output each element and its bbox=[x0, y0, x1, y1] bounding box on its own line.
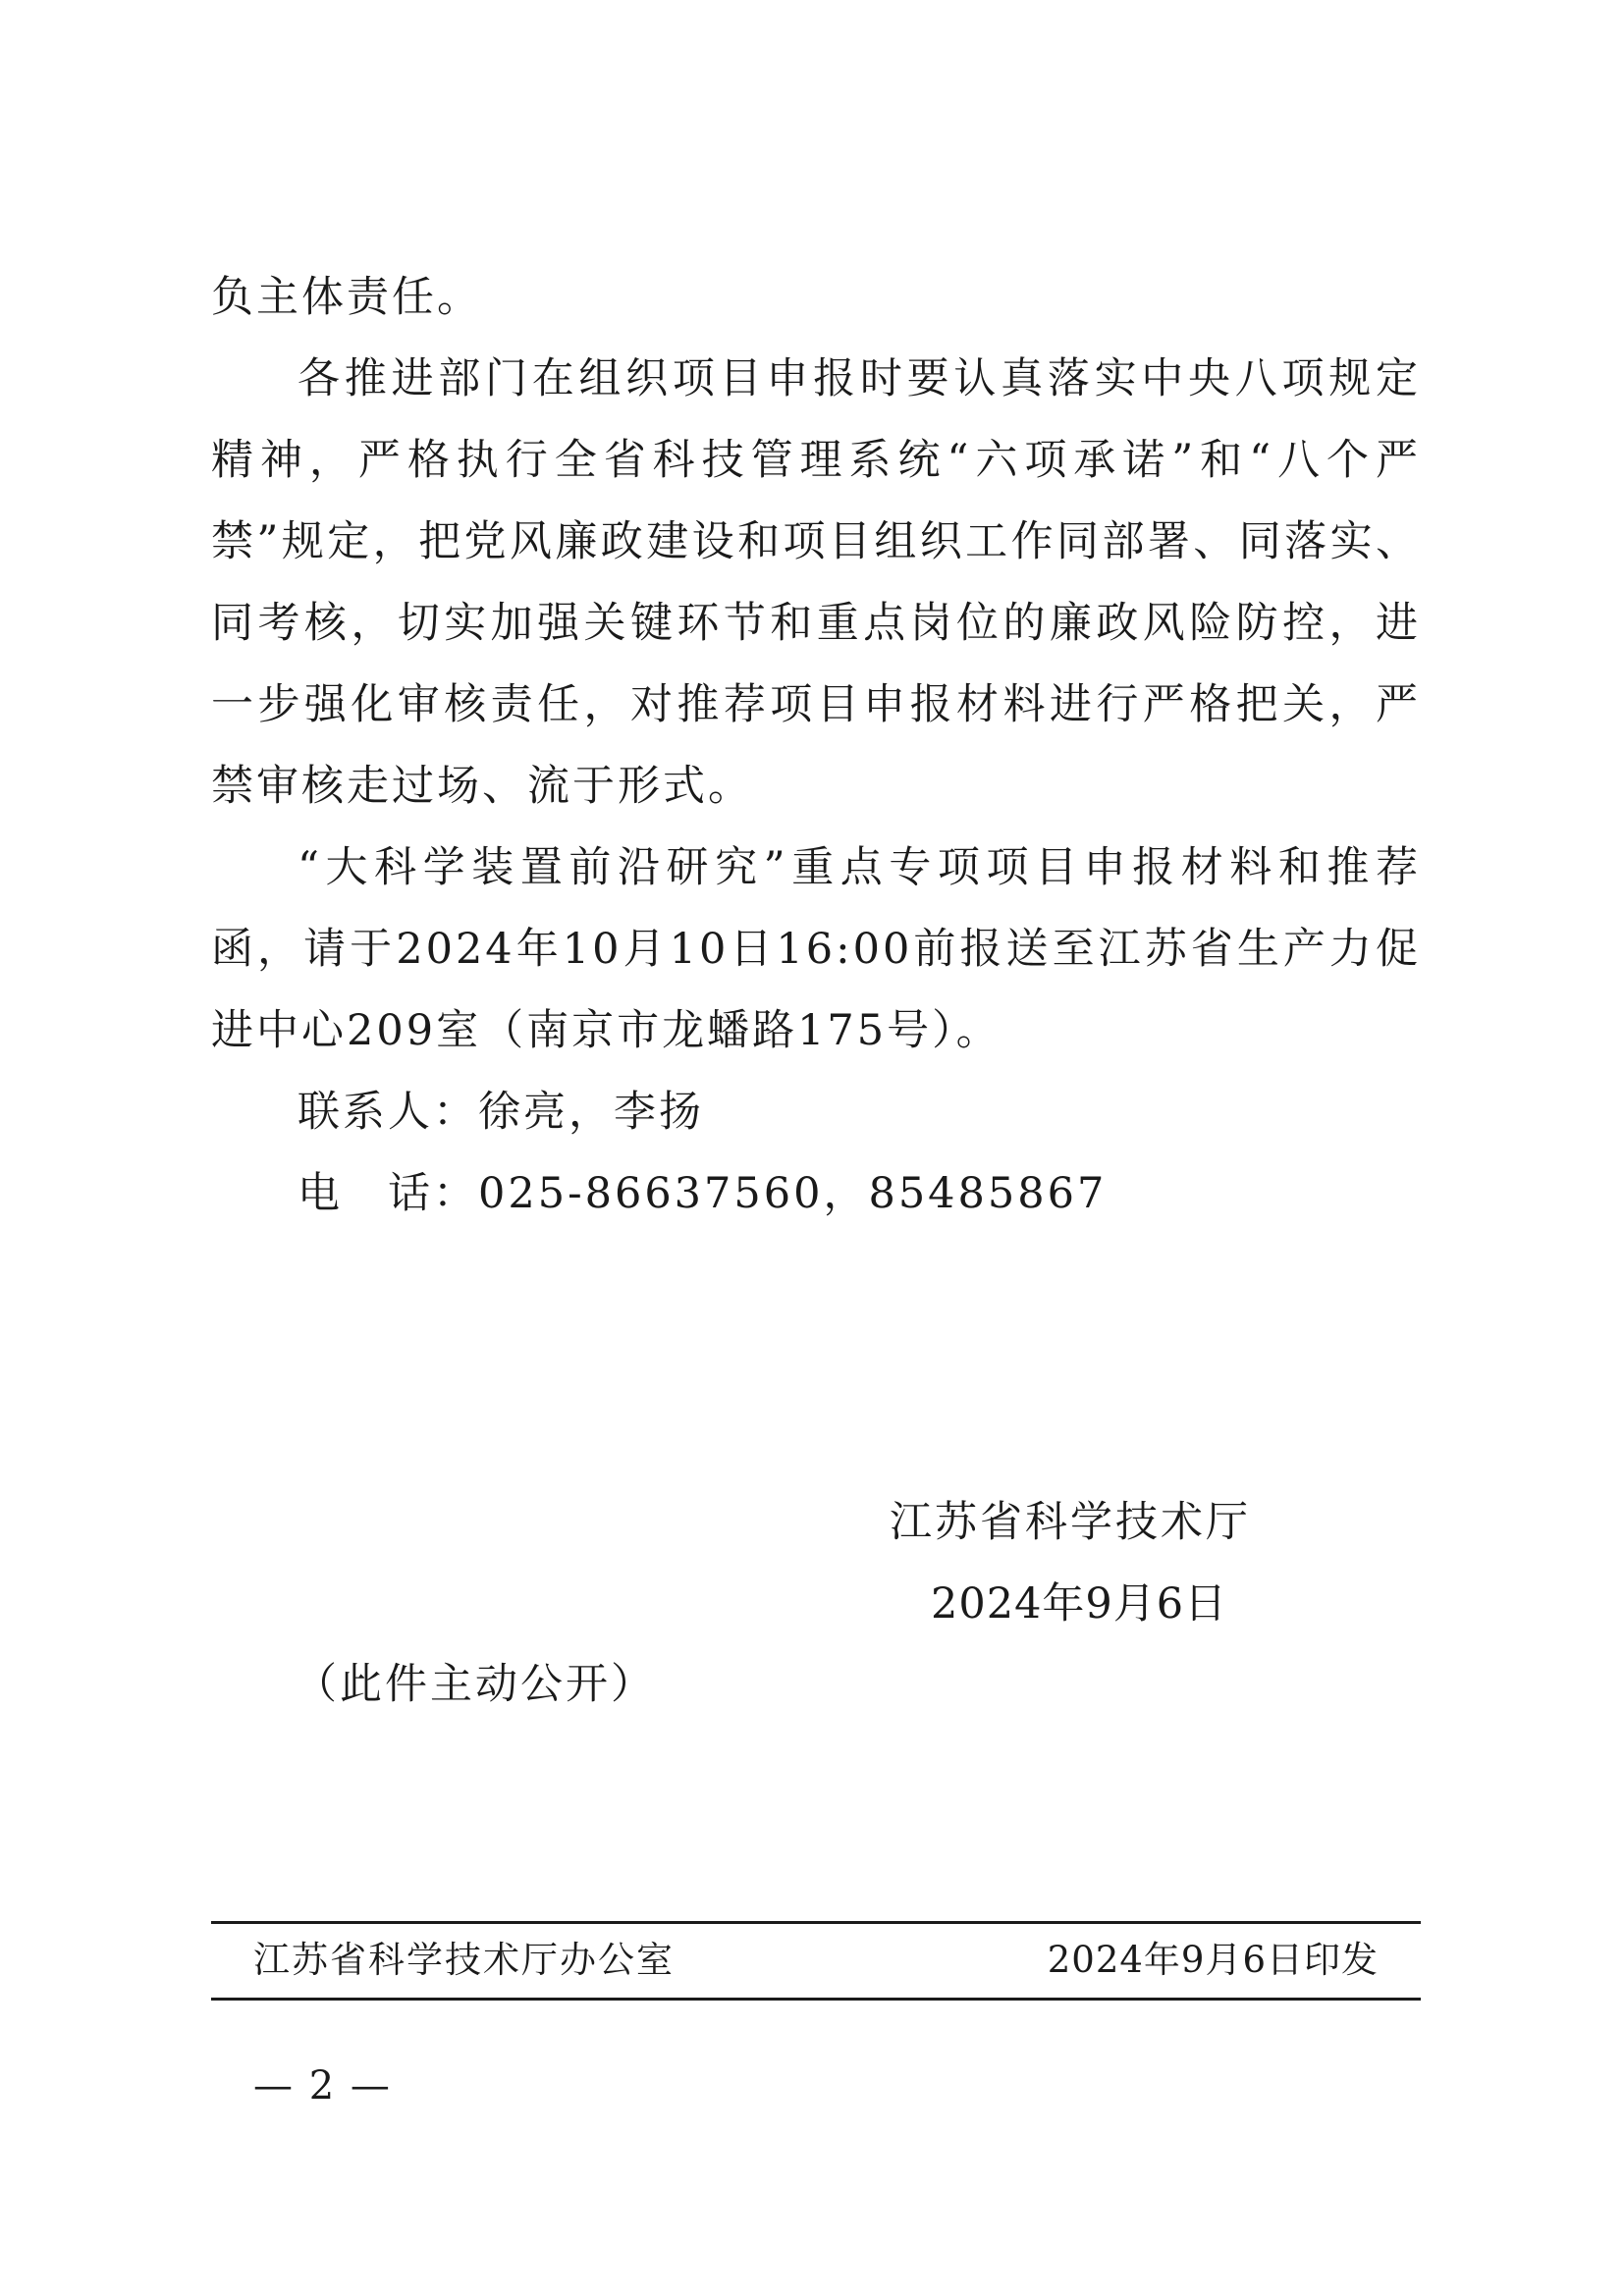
signature-org: 江苏省科学技术厅 bbox=[890, 1498, 1251, 1547]
page-number: — 2 — bbox=[253, 2063, 392, 2109]
signature-date: 2024年9月6日 bbox=[931, 1579, 1228, 1629]
footer-issuer: 江苏省科学技术厅办公室 bbox=[253, 1939, 675, 1981]
footer-issue-date: 2024年9月6日印发 bbox=[1047, 1939, 1379, 1981]
document-body bbox=[211, 257, 1421, 1235]
paragraph-continuation: 负主体责任。 bbox=[211, 273, 482, 322]
contact-phone: 电 话：025-86637560，85485867 bbox=[298, 1169, 1108, 1218]
footer-bottom-rule bbox=[211, 1998, 1421, 2001]
public-disclosure-note: （此件主动公开） bbox=[295, 1660, 656, 1709]
contact-person: 联系人：徐亮，李扬 bbox=[298, 1088, 704, 1137]
paragraph-integrity: 各推进部门在组织项目申报时要认真落实中央八项规定精神，严格执行全省科技管理系统“六项承诺”和“八个严禁”规定，把党风廉政建设和项目组织工作同部署、同落实、同考核，切实加强关键环节和重点岗位的廉政风险防控，进一步强化审核责任，对推荐项目申报材料进行严格把关，严禁审核走过场、流于形式。 bbox=[211, 354, 1421, 811]
footer-top-rule bbox=[211, 1921, 1421, 1924]
paragraph-submission: “大科学装置前沿研究”重点专项项目申报材料和推荐函，请于2024年10月10日16:00前报送至江苏省生产力促进中心209室（南京市龙蟠路175号）。 bbox=[211, 843, 1421, 1055]
